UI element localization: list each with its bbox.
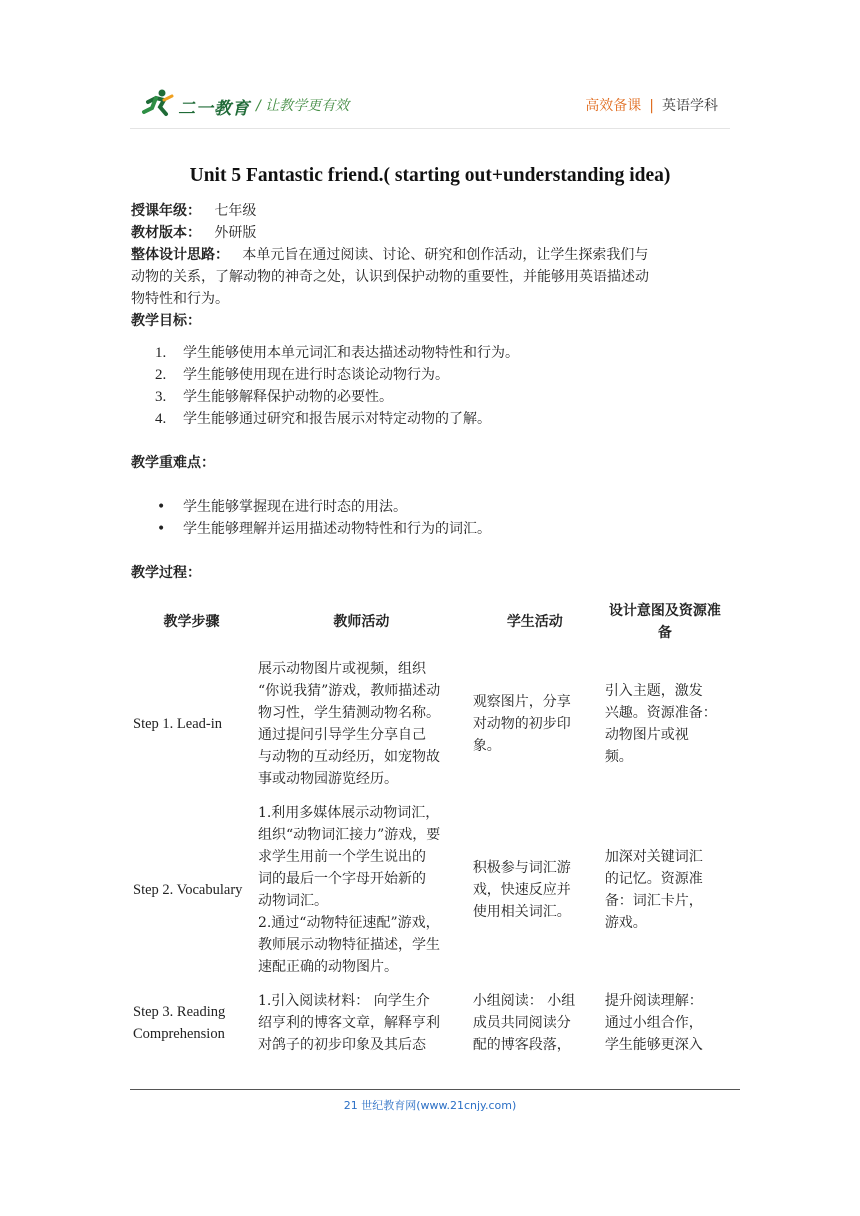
lesson-info [131,200,731,584]
edition-label: 教材版本： [131,225,201,241]
keypoints-label: 教学重难点： [131,455,215,471]
cell-line: 备：词汇卡片， [604,893,703,909]
list-text: 学生能够使用本单元词汇和表达描述动物特性和行为。 [183,345,519,361]
step-cell: Step 3. Reading Comprehension [133,1004,226,1042]
list-item [131,408,731,430]
cell-line: 与动物的互动经历，如宠物故 [257,749,440,765]
logo-text: 二一教育 [178,99,250,119]
list-item [131,364,731,386]
cell-line: 提升阅读理解： [604,993,703,1009]
cell-line: 速配正确的动物图片。 [257,959,398,975]
goals-label: 教学目标： [131,313,201,329]
goals-heading [131,310,731,332]
keypoints-list [131,496,731,540]
step-cell: Step 1. Lead-in [133,716,222,732]
process-label: 教学过程： [131,565,201,581]
design-line: 物特性和行为。 [131,291,229,307]
cell-line: 学生能够更深入 [604,1037,703,1053]
list-text: 学生能够理解并运用描述动物特性和行为的词汇。 [183,521,491,537]
design-row [131,244,731,310]
page-title: Unit 5 Fantastic friend.( starting out+understanding idea) [189,165,671,186]
purpose-cell [601,652,729,796]
student-activity-cell [469,652,601,796]
cell-line: 组织“动物词汇接力”游戏，要 [257,827,441,843]
footer-source: 21 世纪教育网(www.21cnjy.com) [343,1099,517,1112]
header-tag-prep: 高效备课 [585,98,642,114]
table-row [129,796,729,984]
cell-line: 小组阅读： 小组 [472,993,576,1009]
cell-line: 教师展示动物特征描述，学生 [257,937,440,953]
goals-list [131,342,731,430]
cell-line: 配的博客段落， [472,1037,571,1053]
grade-value: 七年级 [214,203,257,219]
bullet-icon: • [157,499,166,515]
edition-value: 外研版 [214,225,257,241]
design-line: 本单元旨在通过阅读、讨论、研究和创作活动，让学生探索我们与 [242,247,649,263]
column-header: 学生活动 [506,614,563,630]
header-separator: | [649,98,654,114]
list-number: 2. [155,367,167,383]
cell-line: 引入主题，激发 [604,683,703,699]
cell-line: 求学生用前一个学生说出的 [257,849,426,865]
cell-line: 动物图片或视 [604,727,689,743]
cell-line: 戏，快速反应并 [472,882,571,898]
cell-line: 动物词汇。 [257,893,328,909]
cell-line: 使用相关词汇。 [472,904,571,920]
cell-line: 对鸽子的初步印象及其后态 [257,1037,426,1053]
cell-line: 加深对关键词汇 [604,849,703,865]
cell-line: 成员共同阅读分 [472,1015,571,1031]
process-table [129,592,729,1062]
cell-line: 事或动物园游览经历。 [257,771,398,787]
list-number: 3. [155,389,167,405]
table-row [129,652,729,796]
cell-line: “你说我猜”游戏，教师描述动 [257,683,441,699]
cell-line: 游戏。 [604,915,647,931]
purpose-cell [601,796,729,984]
slogan: / 让教学更有效 [256,98,350,114]
purpose-cell [601,984,729,1062]
design-line: 动物的关系，了解动物的神奇之处，认识到保护动物的重要性，并能够用英语描述动 [131,269,649,285]
bullet-icon: • [157,521,166,537]
cell-line: 词的最后一个字母开始新的 [257,871,426,887]
cell-line: 物习性，学生猜测动物名称。 [257,705,440,721]
column-header: 教师活动 [333,614,390,630]
grade-label: 授课年级： [131,203,201,219]
cell-line: 1.引入阅读材料： 向学生介 [257,993,430,1009]
cell-line: 展示动物图片或视频，组织 [257,661,426,677]
teacher-activity-cell [254,984,469,1062]
list-item [131,496,731,518]
cell-line: 观察图片，分享 [472,694,571,710]
runner-logo-icon [140,88,176,120]
list-text: 学生能够掌握现在进行时态的用法。 [183,499,407,515]
cell-line: 的记忆。资源准 [604,871,703,887]
footer-divider [130,1089,740,1090]
table-header-row [129,592,729,652]
list-text: 学生能够解释保护动物的必要性。 [183,389,393,405]
cell-line: 通过小组合作， [604,1015,703,1031]
cell-line: 通过提问引导学生分享自己 [257,727,426,743]
cell-line: 积极参与词汇游 [472,860,571,876]
column-header: 教学步骤 [163,614,220,630]
list-item [131,386,731,408]
list-number: 4. [155,411,167,427]
teacher-activity-cell [254,796,469,984]
header-divider [130,128,730,129]
list-number: 1. [155,345,167,361]
edition-row [131,222,731,244]
list-item [131,342,731,364]
cell-line: 频。 [604,749,633,765]
keypoints-heading [131,452,731,474]
grade-row [131,200,731,222]
cell-line: 绍亨利的博客文章，解释亨利 [257,1015,440,1031]
header-subject [585,95,718,115]
student-activity-cell [469,984,601,1062]
list-text: 学生能够通过研究和报告展示对特定动物的了解。 [183,411,491,427]
page-header [130,86,730,126]
cell-line: 兴趣。资源准备： [604,705,717,721]
list-text: 学生能够使用现在进行时态谈论动物行为。 [183,367,449,383]
step-cell: Step 2. Vocabulary [133,882,243,898]
teacher-activity-cell [254,652,469,796]
logo [140,88,250,118]
student-activity-cell [469,796,601,984]
cell-line: 2.通过“动物特征速配”游戏， [257,915,440,931]
table-row [129,984,729,1062]
design-label: 整体设计思路： [131,247,229,263]
process-heading [131,562,731,584]
cell-line: 1.利用多媒体展示动物词汇， [257,805,440,821]
cell-line: 象。 [472,738,501,754]
header-tag-subject: 英语学科 [662,98,718,114]
column-header: 设计意图及资源准备 [608,603,721,641]
list-item [131,518,731,540]
cell-line: 对动物的初步印 [472,716,571,732]
